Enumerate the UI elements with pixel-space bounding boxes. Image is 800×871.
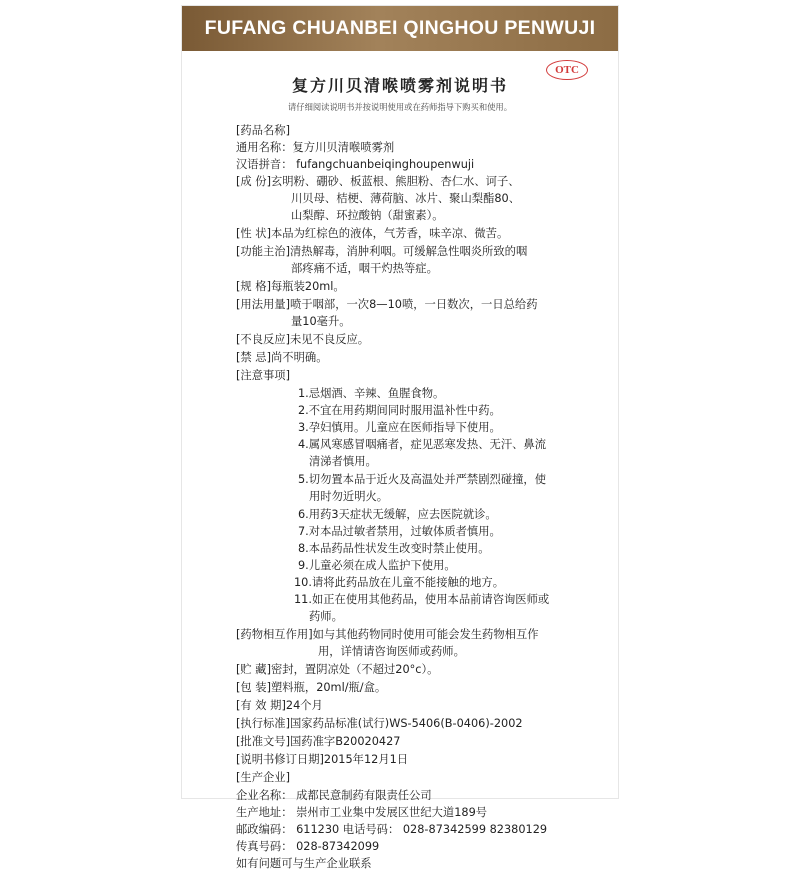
- pinyin-title: FUFANG CHUANBEI QINGHOU PENWUJI: [204, 17, 596, 39]
- title-banner: [182, 6, 618, 51]
- drug-name-heading: [药品名称]: [236, 124, 291, 137]
- leaflet-sheet: [182, 6, 618, 870]
- precaution-item: 2.不宜在用药期间同时服用温补性中药。: [298, 404, 501, 417]
- precaution-item-continued: 药师。: [309, 610, 343, 623]
- ingredients-line-2: 川贝母、桔梗、薄荷脑、冰片、聚山梨酯80、: [291, 192, 521, 205]
- company-name: 企业名称： 成都民意制药有限责任公司: [236, 789, 432, 802]
- ingredients-line-1: [成 份]玄明粉、硼砂、板蓝根、熊胆粉、杏仁水、诃子、: [236, 175, 520, 188]
- precaution-item: 8.本品药品性状发生改变时禁止使用。: [298, 542, 490, 555]
- specification: [规 格]每瓶装20ml。: [236, 280, 345, 293]
- otc-badge: OTC: [546, 60, 588, 80]
- dosage-line-1: [用法用量]喷于咽部，一次8—10喷，一日数次，一日总给药: [236, 298, 538, 311]
- storage: [贮 藏]密封，置阴凉处（不超过20°c）。: [236, 663, 439, 676]
- company-address: 生产地址： 崇州市工业集中发展区世纪大道189号: [236, 806, 488, 819]
- precautions-heading: [注意事项]: [236, 369, 291, 382]
- document-title: 复方川贝清喉喷雾剂说明书: [291, 76, 508, 95]
- ingredients-line-3: 山梨醇、环拉酸钠（甜蜜素）。: [291, 209, 444, 222]
- adverse-reactions: [不良反应]未见不良反应。: [236, 333, 370, 346]
- postal-and-phone: 邮政编码： 611230 电话号码： 028-87342599 82380129: [236, 823, 548, 836]
- precaution-item: 10.请将此药品放在儿童不能接触的地方。: [294, 576, 505, 589]
- precaution-item: 11.如正在使用其他药品，使用本品前请咨询医师或: [294, 593, 550, 606]
- indications-line-1: [功能主治]清热解毒，消肿利咽。可缓解急性咽炎所致的咽: [236, 245, 528, 258]
- dosage-line-2: 量10毫升。: [291, 315, 351, 328]
- pinyin-name: 汉语拼音： fufangchuanbeiqinghoupenwuji: [236, 158, 475, 171]
- precaution-item-continued: 清涕者慎用。: [309, 455, 377, 468]
- indications-line-2: 部疼痛不适，咽干灼热等症。: [291, 262, 438, 275]
- packaging: [包 装]塑料瓶，20ml/瓶/盒。: [236, 681, 387, 694]
- appearance: [性 状]本品为红棕色的液体，气芳香，味辛凉、微苦。: [236, 227, 509, 240]
- precaution-item: 3.孕妇慎用。儿童应在医师指导下使用。: [298, 421, 501, 434]
- interactions-line-2: 用，详情请咨询医师或药师。: [318, 645, 465, 658]
- precaution-item: 5.切勿置本品于近火及高温处并严禁剧烈碰撞，使: [298, 473, 547, 486]
- contraindications: [禁 忌]尚不明确。: [236, 351, 328, 364]
- standard: [执行标准]国家药品标准(试行)WS-5406(B-0406)-2002: [236, 717, 523, 730]
- precaution-item: 7.对本品过敏者禁用，过敏体质者慎用。: [298, 525, 501, 538]
- precaution-item: 1.忌烟酒、辛辣、鱼腥食物。: [298, 387, 445, 400]
- fax-number: 传真号码： 028-87342099: [236, 840, 380, 853]
- precaution-item: 6.用药3天症状无缓解，应去医院就诊。: [298, 508, 497, 521]
- manufacturer-heading: [生产企业]: [236, 771, 291, 784]
- contact-note: 如有问题可与生产企业联系: [236, 857, 372, 870]
- precaution-item: 4.属风寒感冒咽痛者，症见恶寒发热、无汗、鼻流: [298, 438, 547, 451]
- generic-name: 通用名称：复方川贝清喉喷雾剂: [236, 141, 395, 154]
- precaution-item: 9.儿童必须在成人监护下使用。: [298, 559, 456, 572]
- document-subtitle: 请仔细阅读说明书并按说明使用或在药师指导下购买和使用。: [287, 102, 513, 112]
- approval-number: [批准文号]国药准字B20020427: [236, 735, 401, 748]
- precaution-item-continued: 用时勿近明火。: [309, 490, 389, 503]
- revision-date: [说明书修订日期]2015年12月1日: [236, 753, 409, 766]
- validity: [有 效 期]24个月: [236, 699, 323, 712]
- interactions-line-1: [药物相互作用]如与其他药物同时使用可能会发生药物相互作: [236, 628, 539, 641]
